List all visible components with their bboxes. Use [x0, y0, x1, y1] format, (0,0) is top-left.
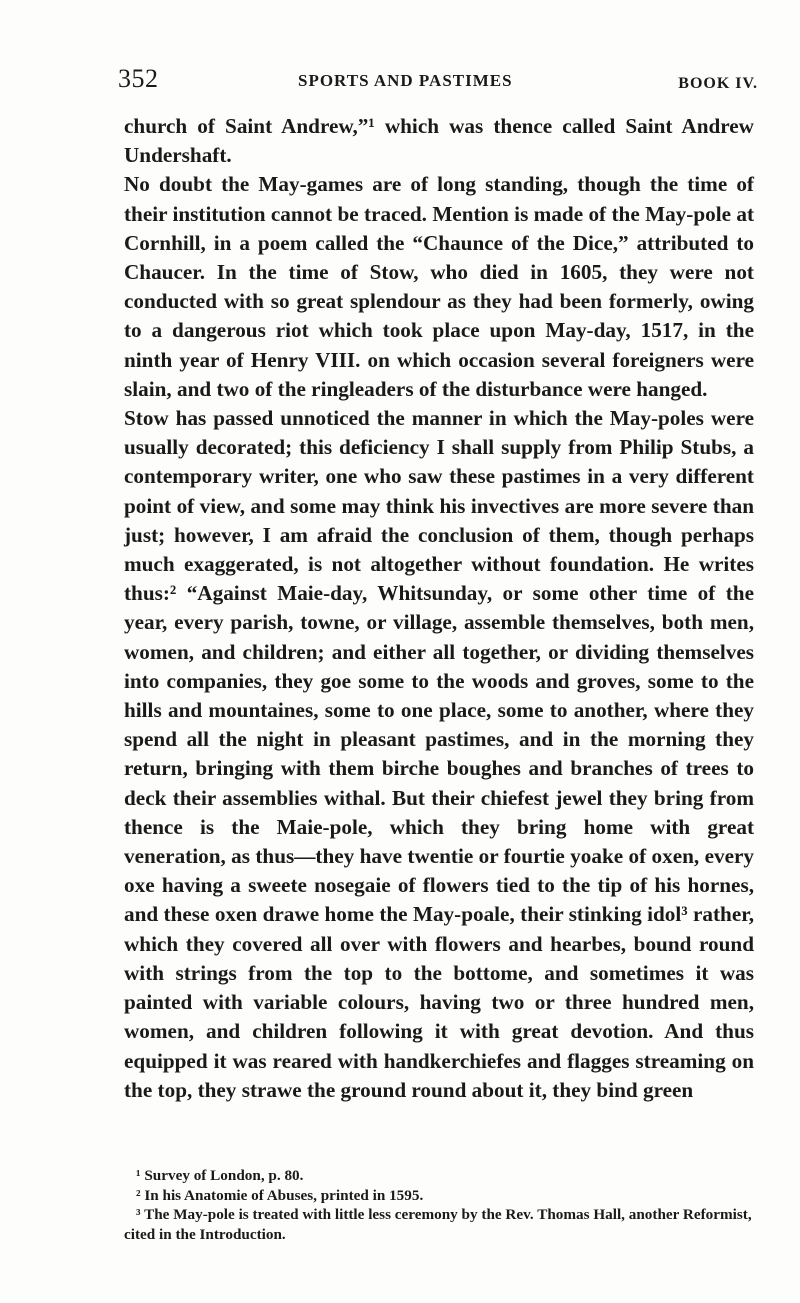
footnote-2: ² In his Anatomie of Abuses, printed in 1595. — [136, 1186, 424, 1204]
paragraph-1: church of Saint Andrew,”¹ which was thence called Saint Andrew Undershaft. — [124, 114, 754, 168]
running-title: SPORTS AND PASTIMES — [298, 71, 513, 90]
paragraph-3: Stow has passed unnoticed the manner in which the May-poles were usually decorated; this deficiency I shall supply from Philip Stubs, a contemporary writer, one who saw these pastimes in a very different point of view, and some may think his invectives are more severe than just; however, I am afraid the conclusion of them, though perhaps much exaggerated, is not altogether without foundation. He writes thus:² “Against Maie-day, Whitsunday, or some other time of the year, every parish, towne, or village, assemble themselves, both men, women, and children; and either all together, or dividing themselves into companies, they goe some to the woods and groves, some to the hills and mountaines, some to one place, some to another, where they spend all the night in pleasant pastimes, and in the morning they return, bringing with them birche boughes and branches of trees to deck their assemblies withal. But their chiefest jewel they bring from thence is the Maie-pole, which they bring home with great veneration, as thus—they have twentie or fourtie yoake of oxen, every oxe having a sweete nosegaie of flowers tied to the tip of his hornes, and these oxen drawe home the May-poale, their stinking idol³ rather, which they covered all over with flowers and hearbes, bound round with strings from the top to the bottome, and sometimes it was painted with variable colours, having two or three hundred men, women, and children following it with great devotion. And thus equipped it was reared with handkerchiefes and flagges streaming on the top, they strawe the ground round about it, they bind green — [124, 406, 754, 1102]
body-text — [124, 112, 754, 1105]
running-head — [118, 64, 760, 98]
book-label: BOOK IV. — [678, 75, 758, 92]
footnote-1: ¹ Survey of London, p. 80. — [136, 1167, 304, 1184]
page-number: 352 — [118, 64, 159, 93]
footnotes — [124, 1166, 754, 1244]
footnote-3: ³ The May-pole is treated with little less ceremony by the Rev. Thomas Hall, another Reformist, cited in the Introduction. — [124, 1206, 752, 1243]
paragraph-2: No doubt the May-games are of long standing, though the time of their institution cannot be traced. Mention is made of the May-pole at Cornhill, in a poem called the “Chaunce of the Dice,” attributed to Chaucer. In the time of Stow, who died in 1605, they were not conducted with so great splendour as they had been formerly, owing to a dangerous riot which took place upon May-day, 1517, in the ninth year of Henry VIII. on which occasion several foreigners were slain, and two of the ringleaders of the disturbance were hanged. — [124, 172, 754, 401]
